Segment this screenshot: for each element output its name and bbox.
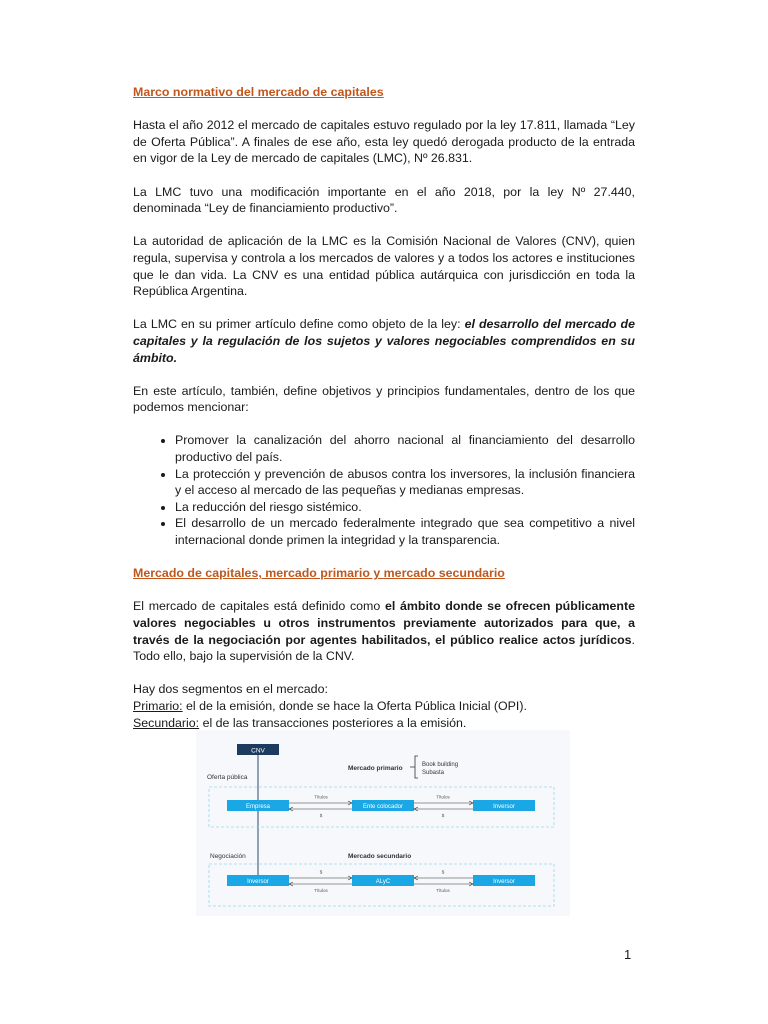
list-item: • La protección y prevención de abusos contra los inversores, la inclusión financiera y el acceso al mercado de las pequeñas y medianas empresas. (175, 466, 635, 499)
inversor-label-primary: Inversor (493, 804, 515, 810)
alyc-label: ALyC (375, 879, 391, 885)
list-item: • El desarrollo de un mercado federalmente integrado que sea competitivo a nivel internacional donde primen la integridad y la transparencia. (175, 515, 635, 548)
cnv-label: CNV (251, 747, 265, 755)
segmento-secundario (133, 715, 635, 732)
objetivos-list (133, 432, 635, 548)
definicion-tail: . Todo ello, bajo la supervisión de la CNV. (133, 632, 635, 664)
titulos-label: Títulos (436, 794, 450, 800)
list-item: • La reducción del riesgo sistémico. (175, 499, 635, 516)
inversor-label-secondary-right: Inversor (493, 879, 515, 885)
document-body (133, 84, 635, 731)
book-building-label: Book building (422, 762, 459, 768)
paragraph-ley-27440: La LMC tuvo una modificación importante en el año 2018, por la ley Nº 27.440, denominada “Ley de financiamiento productivo”. (133, 184, 635, 216)
primario-label: Primario: (133, 698, 183, 713)
objeto-ley-emphasis: el desarrollo del mercado de capitales y la regulación de los sujetos y valores negociables comprendidos en su ámbito. (133, 317, 635, 365)
empresa-label: Empresa (245, 804, 271, 810)
paragraph-objeto-ley (133, 316, 635, 366)
secundario-label: Secundario: (133, 715, 200, 730)
oferta-publica-label: Oferta pública (207, 774, 248, 781)
page-number: 1 (624, 947, 632, 962)
dollar-label: $ (441, 869, 445, 875)
section-heading-mercado: Mercado de capitales, mercado primario y mercado secundario (133, 566, 505, 581)
subasta-label: Subasta (422, 770, 445, 776)
segmento-primario (133, 698, 635, 715)
titulos-label: Títulos (314, 888, 328, 893)
titulos-label: Títulos (436, 888, 450, 893)
objeto-ley-lead: La LMC en su primer artículo define como objeto de la ley: (133, 317, 465, 332)
market-diagram-svg (196, 730, 570, 916)
market-diagram (196, 730, 570, 916)
mercado-secundario-label: Mercado secundario (348, 853, 412, 860)
dollar-label: $ (319, 869, 323, 875)
definicion-bold: el ámbito donde se ofrecen públicamente valores negociables u otros instrumentos previamente autorizados para que, a través de la negociación por agentes habilitados, el público realice actos jurídicos (133, 599, 635, 647)
list-item: • Promover la canalización del ahorro nacional al financiamiento del desarrollo productivo del país. (175, 432, 635, 465)
definicion-lead: El mercado de capitales está definido como (133, 599, 385, 614)
paragraph-objetivos: En este artículo, también, define objetivos y principios fundamentales, dentro de los que podemos mencionar: (133, 383, 635, 415)
dollar-label: $ (319, 813, 323, 818)
titulos-label: Títulos (314, 794, 328, 800)
ente-colocador-label: Ente colocador (362, 804, 404, 810)
dollar-label: $ (441, 813, 445, 818)
paragraph-cnv: La autoridad de aplicación de la LMC es la Comisión Nacional de Valores (CNV), quien regula, supervisa y controla a los mercados de valores y a todos los actores e instituciones que le dan vida. La CNV es una entidad pública autárquica con jurisdicción en toda la República Argentina. (133, 234, 635, 299)
mercado-primario-label: Mercado primario (348, 765, 403, 772)
inversor-label-secondary-left: Inversor (247, 879, 269, 885)
negociacion-label: Negociación (210, 853, 246, 860)
bracket-icon (410, 756, 418, 778)
section-heading-marco-normativo: Marco normativo del mercado de capitales (133, 85, 384, 99)
paragraph-definicion-mercado (133, 598, 635, 664)
paragraph-segmentos: Hay dos segmentos en el mercado: (133, 682, 328, 697)
primario-text: el de la emisión, donde se hace la Oferta Pública Inicial (OPI). (182, 698, 527, 713)
paragraph-ley-17811: Hasta el año 2012 el mercado de capitales estuvo regulado por la ley 17.811, llamada “Ley de Oferta Pública”. A finales de ese año, esta ley quedó derogada producto de la entrada en vigor de la Ley de mercado de capitales (LMC), Nº 26.831. (133, 118, 635, 166)
secundario-text: el de las transacciones posteriores a la emisión. (199, 715, 467, 730)
